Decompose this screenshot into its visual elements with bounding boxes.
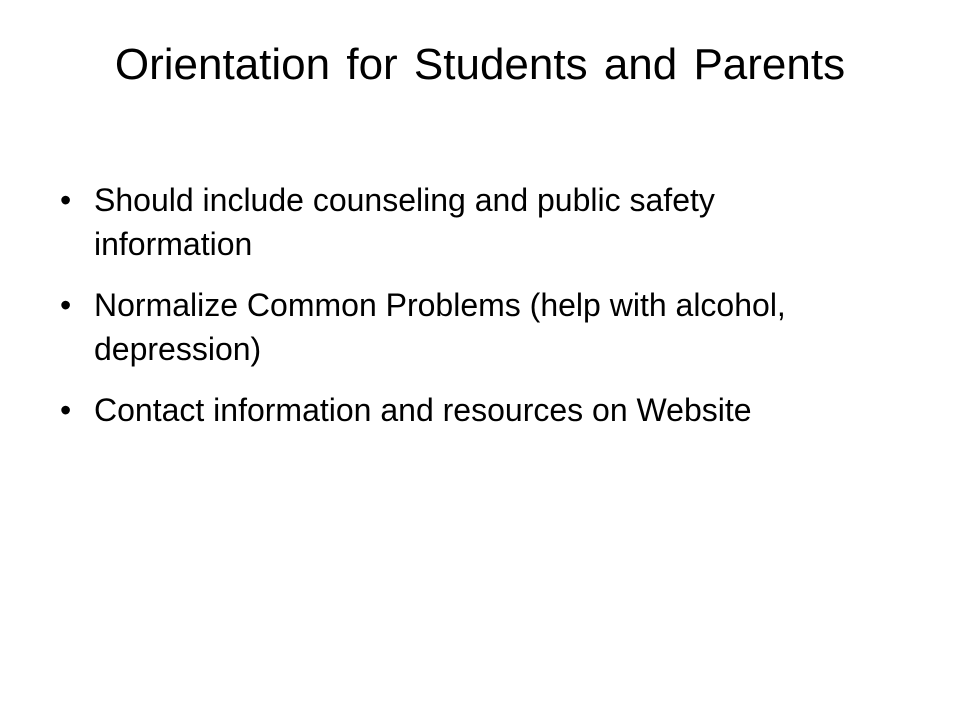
bullet-item [60,283,860,371]
slide-title: Orientation for Students and Parents [114,40,846,89]
bullet-item [60,388,860,432]
bullet-text: Contact information and resources on Website [94,392,752,428]
bullet-mark: • [60,182,72,218]
bullet-item [60,178,860,266]
bullet-mark: • [60,392,72,428]
bullet-mark: • [60,287,72,323]
bullet-text: Normalize Common Problems (help with alcohol, depression) [94,287,786,367]
bullet-list [60,178,860,449]
bullet-text: Should include counseling and public safety information [94,182,715,262]
